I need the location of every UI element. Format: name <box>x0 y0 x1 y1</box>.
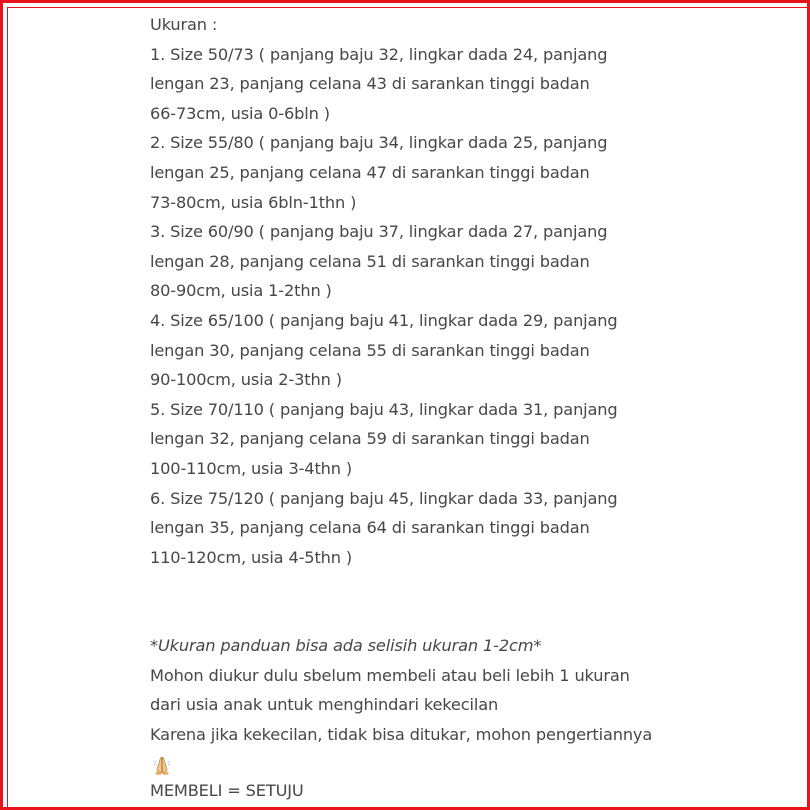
size-entry-line: 110-120cm, usia 4-5thn ) <box>150 547 353 567</box>
agreement-text: MEMBELI = SETUJU <box>150 780 304 800</box>
size-entry-line: 73-80cm, usia 6bln-1thn ) <box>150 192 357 212</box>
size-entry-line: lengan 35, panjang celana 64 di sarankan tinggi badan <box>150 518 590 538</box>
size-entry-line: 2. Size 55/80 ( panjang baju 34, lingkar dada 25, panjang <box>150 133 608 153</box>
size-entry-line: 5. Size 70/110 ( panjang baju 43, lingkar dada 31, panjang <box>150 399 618 419</box>
size-entry-line: 66-73cm, usia 0-6bln ) <box>150 103 330 123</box>
size-entry-3 <box>150 217 790 306</box>
measure-note-line-1: Mohon diukur dulu sbelum membeli atau beli lebih 1 ukuran <box>150 665 630 685</box>
size-entry-5 <box>150 395 790 484</box>
size-entry-line: 4. Size 65/100 ( panjang baju 41, lingkar dada 29, panjang <box>150 310 618 330</box>
size-guide-text <box>150 10 790 805</box>
size-entry-4 <box>150 306 790 395</box>
size-entry-line: lengan 23, panjang celana 43 di sarankan tinggi badan <box>150 74 590 94</box>
size-entry-6 <box>150 484 790 573</box>
measure-note-line-2: dari usia anak untuk menghindari kekecilan <box>150 695 499 715</box>
size-tolerance-note: *Ukuran panduan bisa ada selisih ukuran 1-2cm* <box>150 636 542 656</box>
size-entry-1 <box>150 40 790 129</box>
size-entry-line: 90-100cm, usia 2-3thn ) <box>150 370 342 390</box>
size-entry-line: 80-90cm, usia 1-2thn ) <box>150 281 332 301</box>
size-entry-line: 6. Size 75/120 ( panjang baju 45, lingkar dada 33, panjang <box>150 488 618 508</box>
size-entry-line: lengan 28, panjang celana 51 di sarankan tinggi badan <box>150 251 590 271</box>
size-entry-2 <box>150 128 790 217</box>
size-entry-line: lengan 25, panjang celana 47 di sarankan tinggi badan <box>150 162 590 182</box>
size-entry-line: lengan 30, panjang celana 55 di sarankan tinggi badan <box>150 340 590 360</box>
size-guide-title: Ukuran : <box>150 15 218 34</box>
size-entry-line: 1. Size 50/73 ( panjang baju 32, lingkar dada 24, panjang <box>150 44 608 64</box>
no-exchange-note: Karena jika kekecilan, tidak bisa ditukar, mohon pengertiannya <box>150 725 653 745</box>
paragraph-gap <box>150 572 790 631</box>
folded-hands-icon <box>151 754 173 776</box>
size-entry-line: 3. Size 60/90 ( panjang baju 37, lingkar dada 27, panjang <box>150 222 608 242</box>
size-entry-line: lengan 32, panjang celana 59 di sarankan tinggi badan <box>150 429 590 449</box>
size-entry-line: 100-110cm, usia 3-4thn ) <box>150 458 353 478</box>
